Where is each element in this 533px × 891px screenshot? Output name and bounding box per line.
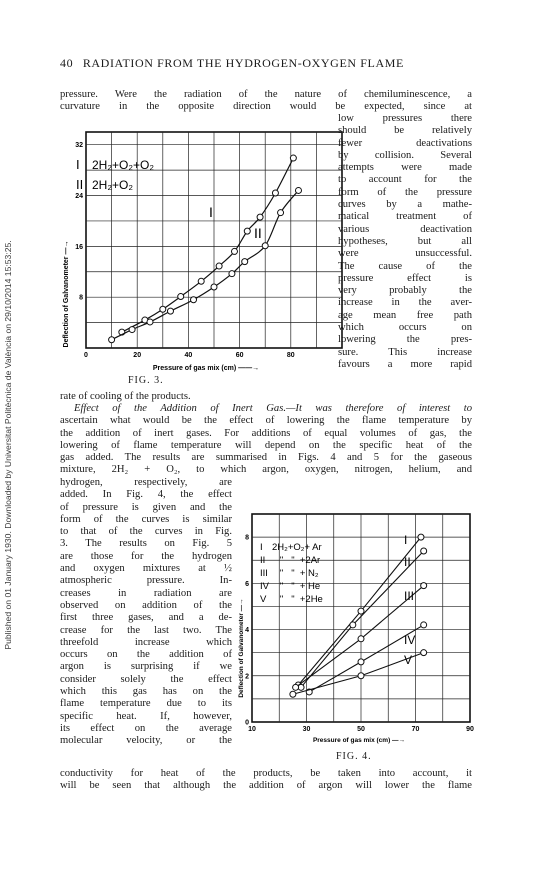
text-line: creases in radiation are bbox=[60, 587, 232, 599]
fig4-legend bbox=[260, 542, 323, 605]
text-line: form of the pressure bbox=[338, 186, 472, 198]
text-line: added. In Fig. 4, the effect bbox=[60, 489, 232, 501]
fig4-data-point-III bbox=[358, 636, 364, 642]
fig4-legend-text-5: " " +2He bbox=[272, 594, 323, 605]
fig4-curve-label-4: IV bbox=[404, 633, 416, 647]
text-line: lowering the pres- bbox=[338, 334, 472, 346]
text-line: which this gas has on the bbox=[60, 686, 232, 698]
text-line: will be seen that although the addition of argon will lower the flame bbox=[60, 780, 472, 792]
text-line: 3. The results on Fig. 5 bbox=[60, 538, 232, 550]
fig3-curve-label-1: I bbox=[209, 204, 213, 220]
text-line: its effect on the average bbox=[60, 722, 232, 734]
text-line: should be relatively bbox=[338, 125, 472, 137]
fig4-data-point-IV bbox=[358, 659, 364, 665]
fig4-curve-label-3: III bbox=[404, 589, 415, 603]
fig3-series-line-II bbox=[112, 190, 299, 339]
fig3-y-tick-label: 32 bbox=[75, 142, 83, 150]
left-column-text bbox=[60, 477, 232, 748]
fig4-data-point-I bbox=[358, 608, 364, 614]
text-line: sure. This increase bbox=[338, 346, 472, 358]
fig4-x-tick-label: 90 bbox=[466, 726, 474, 733]
fig3-data-point-II bbox=[295, 187, 301, 193]
text-line: curves by a mathe- bbox=[338, 199, 472, 211]
fig4-x-tick-label: 30 bbox=[302, 726, 311, 733]
text-line: and oxygen mixtures at ½ bbox=[60, 563, 232, 575]
fig3-y-tick-label: 8 bbox=[79, 294, 83, 302]
fig4-data-point-IV bbox=[421, 622, 427, 628]
fig3-data-point-II bbox=[129, 327, 135, 333]
fig3-y-tick-label: 24 bbox=[75, 193, 83, 201]
text-line: matical treatment of bbox=[338, 211, 472, 223]
fig3-x-tick-label: 80 bbox=[286, 352, 295, 359]
fig4-y-tick-label: 0 bbox=[245, 719, 249, 727]
text-line: form of the curves is similar bbox=[60, 513, 232, 525]
fig3-legend-text-1: 2H₂+O₂+O₂ bbox=[92, 158, 154, 172]
fig4-data-point-V bbox=[290, 691, 296, 697]
text-line: hypotheses, but all bbox=[338, 235, 472, 247]
text-line: increase in the aver- bbox=[338, 297, 472, 309]
fig4-y-tick-label: 4 bbox=[245, 627, 249, 635]
text-line: flame temperature due to its bbox=[60, 698, 232, 710]
text-line: conductivity for heat of the products, be taken into account, it bbox=[60, 768, 472, 779]
text-line: the addition of inert gases. For additions of equal volumes of gas, the bbox=[60, 427, 472, 439]
fig3-data-point-II bbox=[167, 308, 173, 314]
text-line: of pressure is given and the bbox=[60, 501, 232, 513]
fig3-caption: FIG. 3. bbox=[128, 375, 164, 386]
fig3-data-point-I bbox=[290, 155, 296, 161]
fig3-data-point-II bbox=[147, 319, 153, 325]
text-line: low pressures there bbox=[338, 113, 472, 124]
fig3-data-point-II bbox=[262, 243, 268, 249]
text-line: pressure effect is bbox=[338, 272, 472, 284]
fig4-legend-text-4: " " + He bbox=[272, 581, 321, 592]
text-line: consider solely the effect bbox=[60, 673, 232, 685]
fig3-data-point-II bbox=[211, 284, 217, 290]
fig4-x-tick-label: 10 bbox=[248, 726, 256, 733]
fig4-legend-text-1: 2H₂+O₂+ Ar bbox=[272, 542, 322, 553]
text-line: by collision. Several bbox=[338, 149, 472, 161]
fig3-x-tick-label: 20 bbox=[133, 352, 142, 359]
text-line: ascertain what would be the effect of lowering the flame temperature by bbox=[60, 415, 472, 427]
fig3-data-point-I bbox=[244, 228, 250, 234]
figure-3 bbox=[58, 124, 348, 389]
text-line: specific heat. If, however, bbox=[60, 710, 232, 722]
fig3-y-axis-label: Deflection of Galvanometer —→ bbox=[63, 240, 70, 348]
fig3-data-point-II bbox=[278, 210, 284, 216]
fig3-data-point-I bbox=[231, 248, 237, 254]
text-line: favours a more rapid bbox=[338, 358, 472, 370]
text-line: atmospheric pressure. In- bbox=[60, 575, 232, 587]
opening-lines bbox=[60, 89, 472, 114]
text-line: rate of cooling of the products. bbox=[60, 391, 191, 402]
fig3-data-point-I bbox=[272, 190, 278, 196]
text-line: mixture, 2H₂ + O₂, to which argon, oxygen, nitrogen, helium, and bbox=[60, 464, 472, 476]
text-line: gas added. The results are summarised in Figs. 4 and 5 for the gaseous bbox=[60, 452, 472, 464]
text-line: very probably the bbox=[338, 285, 472, 297]
text-line: first three gases, and a de- bbox=[60, 612, 232, 624]
fig3-x-tick-label: 60 bbox=[235, 352, 244, 359]
fig4-y-tick-label: 8 bbox=[245, 534, 249, 542]
fig4-legend-num-4: IV bbox=[260, 581, 269, 592]
fig4-legend-text-3: " " + N₂ bbox=[272, 568, 319, 579]
text-line: to that of the curves in Fig. bbox=[60, 526, 232, 538]
fig4-data-point-V bbox=[421, 650, 427, 656]
text-line: pressure. Were the radiation of the nature of chemiluminescence, a bbox=[60, 89, 472, 100]
fig4-data-point-V bbox=[358, 673, 364, 679]
fig3-legend-num-2: II bbox=[76, 177, 84, 192]
fig3-tick-labels bbox=[75, 142, 295, 359]
fig4-legend-text-2: " " +2Ar bbox=[272, 555, 321, 566]
text-line: to account for the bbox=[338, 174, 472, 186]
text-line: threefold increase which bbox=[60, 636, 232, 648]
text-line: The cause of the bbox=[338, 260, 472, 272]
fig3-legend-text-2: 2H₂+O₂ bbox=[92, 178, 133, 192]
fig4-caption: FIG. 4. bbox=[336, 751, 372, 762]
figure-4 bbox=[234, 508, 479, 766]
section-heading-line bbox=[60, 403, 472, 415]
fig4-data-point-III bbox=[421, 583, 427, 589]
right-column-text bbox=[338, 113, 472, 371]
text-line: were unsuccessful. bbox=[338, 248, 472, 260]
text-line: are those for the hydrogen bbox=[60, 550, 232, 562]
page-title: RADIATION FROM THE HYDROGEN-OXYGEN FLAME bbox=[82, 56, 404, 70]
fig4-x-axis-label: Pressure of gas mix (cm) —→ bbox=[312, 737, 406, 744]
text-line: which occurs on bbox=[338, 322, 472, 334]
text-line: observed on addition of the bbox=[60, 599, 232, 611]
page-number: 40 bbox=[60, 56, 74, 70]
fig4-y-axis-label: Deflection of Galvanometer —→ bbox=[238, 598, 245, 698]
fig3-legend-num-1: I bbox=[76, 157, 80, 172]
text-line: occurs on the addition of bbox=[60, 649, 232, 661]
fig3-data-point-II bbox=[109, 337, 115, 343]
fig3-x-tick-label: 0 bbox=[84, 352, 88, 359]
fig3-data-point-I bbox=[160, 306, 166, 312]
fig4-y-tick-label: 2 bbox=[245, 673, 249, 681]
fig3-x-axis-label: Pressure of gas mix (cm) ——→ bbox=[152, 365, 260, 372]
fig4-y-tick-label: 6 bbox=[245, 580, 249, 588]
fig4-data-point-I bbox=[418, 534, 424, 540]
text-line: argon is surprising if we bbox=[60, 661, 232, 673]
fig4-legend-num-5: V bbox=[260, 594, 267, 605]
fig3-curve-label-2: II bbox=[254, 225, 262, 241]
closing-lines bbox=[60, 768, 472, 793]
text-line: fewer deactivations bbox=[338, 137, 472, 149]
fig3-data-point-II bbox=[242, 259, 248, 265]
fig4-curve-label-2: II bbox=[404, 555, 411, 569]
fig3-data-point-I bbox=[198, 278, 204, 284]
fig4-legend-num-3: III bbox=[260, 568, 268, 579]
fig4-data-point-II bbox=[421, 548, 427, 554]
download-stamp bbox=[1, 95, 15, 795]
text-line: age mean free path bbox=[338, 309, 472, 321]
fig3-data-point-II bbox=[229, 271, 235, 277]
after-figure-3-line bbox=[60, 391, 472, 403]
fig3-data-point-I bbox=[216, 263, 222, 269]
running-head bbox=[60, 56, 480, 71]
fig4-curve-label-1: I bbox=[404, 533, 408, 547]
text-line: lowering of flame temperature will depend on the specific heat of the bbox=[60, 439, 472, 451]
text-line: molecular velocity, or the bbox=[60, 735, 232, 747]
fig3-data-point-I bbox=[178, 294, 184, 300]
section-heading: Effect of the Addition of Inert Gas.—It was therefore of interest to bbox=[74, 403, 472, 414]
text-line: attempts were made bbox=[338, 162, 472, 174]
fig4-legend-num-2: II bbox=[260, 555, 266, 566]
text-line: hydrogen, respectively, are bbox=[60, 477, 232, 488]
fig4-legend-num-1: I bbox=[260, 542, 263, 553]
fig4-x-tick-label: 70 bbox=[411, 726, 420, 733]
fig3-data-point-II bbox=[191, 297, 197, 303]
fig4-curve-label-5: V bbox=[404, 653, 413, 667]
fig3-y-tick-label: 16 bbox=[75, 243, 83, 251]
fig3-x-tick-label: 40 bbox=[184, 352, 193, 359]
fig4-x-tick-label: 50 bbox=[357, 726, 365, 733]
download-stamp-text: Published on 01 January 1930. Downloaded by Universitat Politècnica de València on 29/10/2014 15:53:25. bbox=[3, 240, 13, 650]
text-line: crease for the last two. The bbox=[60, 624, 232, 636]
fig3-data-point-I bbox=[257, 214, 263, 220]
fig4-data-point-III bbox=[293, 684, 299, 690]
text-line: curvature in the opposite direction would be expected, since at bbox=[60, 101, 472, 113]
fig4-data-point-II bbox=[350, 622, 356, 628]
inert-gas-paragraph bbox=[60, 403, 472, 477]
text-line: various deactivation bbox=[338, 223, 472, 235]
